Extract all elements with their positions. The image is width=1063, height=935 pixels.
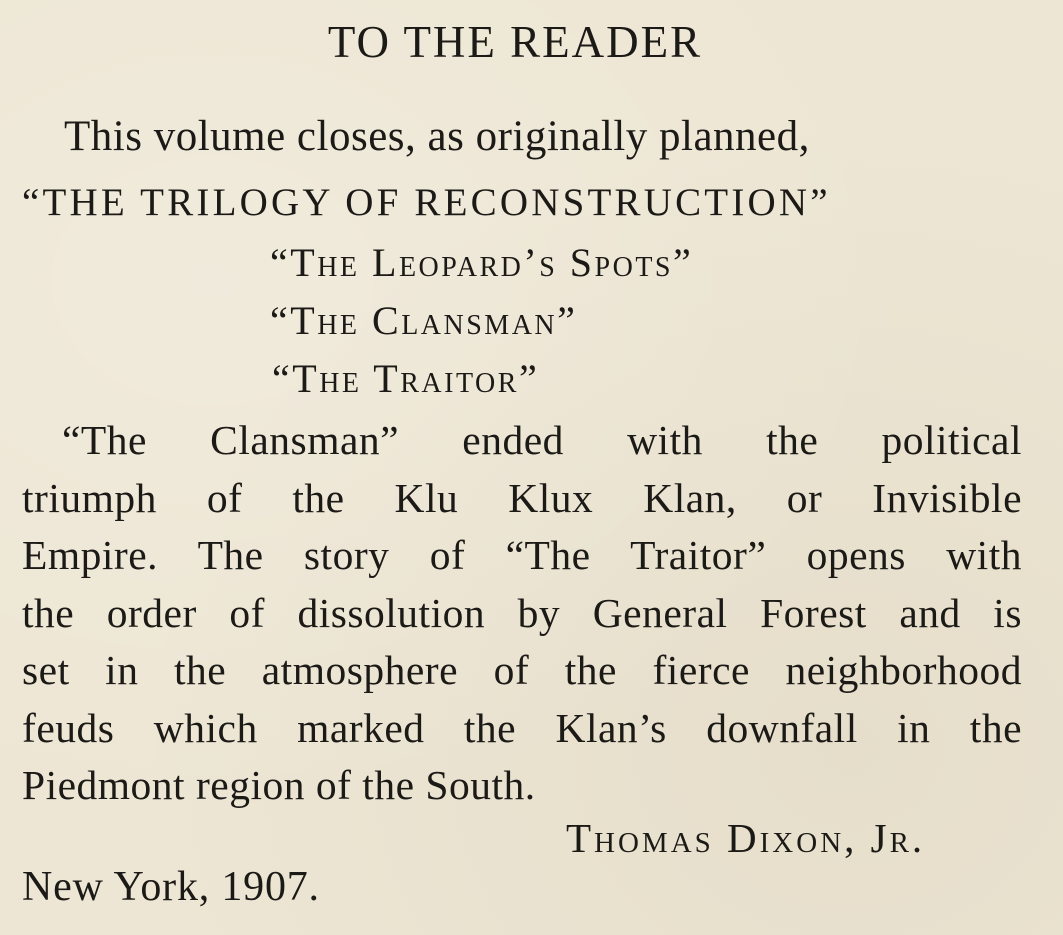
book-title-2: “The Clansman” (270, 298, 578, 343)
intro-line: This volume closes, as originally planned, (64, 113, 810, 160)
paragraph-line-7: Piedmont region of the South. (22, 762, 536, 808)
page-heading: TO THE READER (327, 17, 703, 67)
paragraph-line-1: “The Clansman” ended with the political (62, 417, 1022, 463)
place-date-line: New York, 1907. (22, 864, 320, 910)
author-signature: Thomas Dixon, Jr. (566, 815, 926, 861)
trilogy-title: “THE TRILOGY OF RECONSTRUCTION” (22, 181, 831, 224)
paragraph-line-3: Empire. The story of “The Traitor” opens with (22, 532, 1022, 578)
paragraph-line-4: the order of dissolution by General Forest and is (22, 589, 1022, 636)
paragraph-line-6: feuds which marked the Klan’s downfall in the (22, 704, 1022, 751)
paragraph-line-2: triumph of the Klu Klux Klan, or Invisible (22, 474, 1022, 521)
body-paragraph (22, 412, 1022, 815)
paragraph-line-5: set in the atmosphere of the fierce neighborhood (22, 647, 1022, 693)
book-title-3: “The Traitor” (272, 356, 540, 401)
book-title-1: “The Leopard’s Spots” (270, 240, 694, 285)
